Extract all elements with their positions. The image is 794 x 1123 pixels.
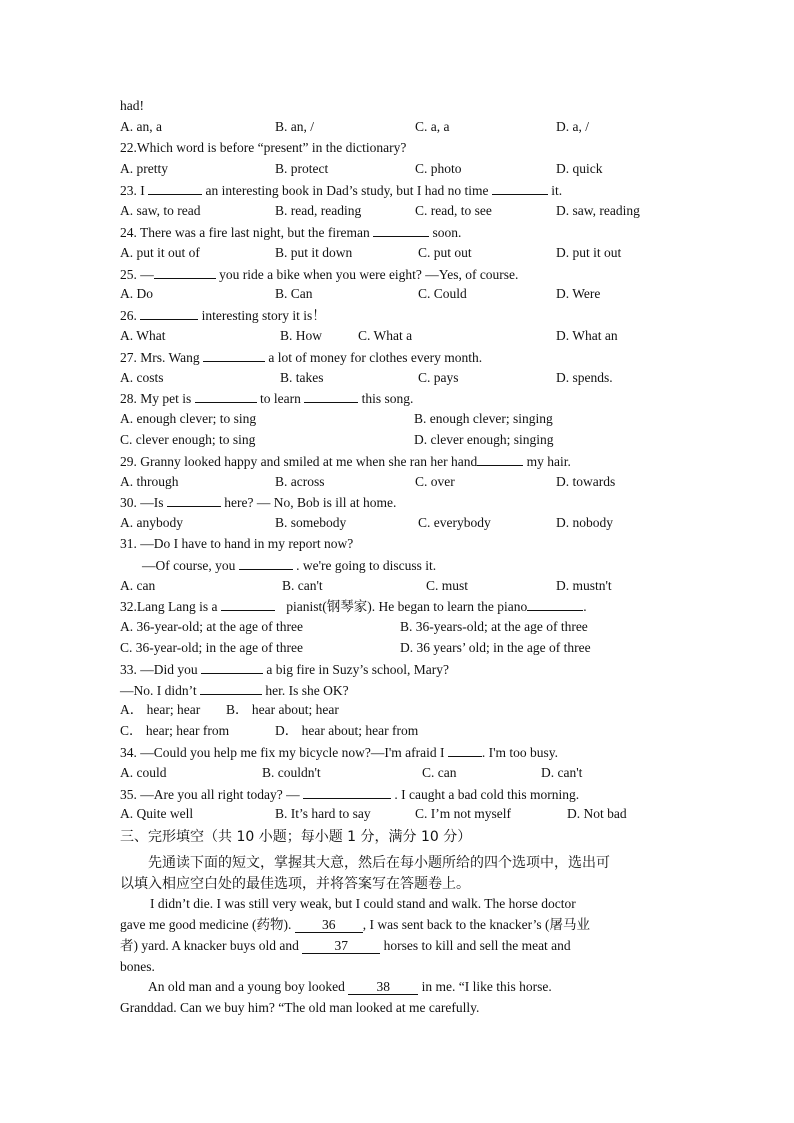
answer-blank (448, 743, 482, 757)
option-c: C． hear; hear from (120, 723, 230, 738)
option-d: D. quick (556, 161, 603, 176)
answer-blank (239, 556, 293, 570)
passage-line (148, 978, 552, 996)
question-text: it. (551, 183, 563, 198)
question-text: this song. (361, 391, 414, 406)
question-34 (120, 743, 558, 762)
cloze-blank-37: 37 (302, 939, 380, 954)
option-a: A. through (120, 474, 179, 489)
question-text: 34. —Could you help me fix my bicycle now?—I'm afraid I (120, 745, 445, 760)
question-text: my hair. (526, 454, 571, 469)
question-text: . I'm too busy. (481, 745, 559, 760)
option-d: D. 36 years’ old; in the age of three (400, 640, 591, 655)
question-22: 22.Which word is before “present” in the dictionary? (120, 140, 407, 155)
option-a: A. can (120, 578, 156, 593)
question-28 (120, 389, 413, 408)
passage-line: I didn’t die. I was still very weak, but I could stand and walk. The horse doctor (150, 896, 576, 911)
option-b: B. put it down (275, 245, 353, 260)
question-33-response (120, 681, 349, 700)
option-a: A. put it out of (120, 245, 200, 260)
option-c: C. everybody (418, 515, 491, 530)
question-text: pianist(钢琴家). He began to learn the piano (286, 599, 528, 614)
option-a: A. could (120, 765, 167, 780)
answer-blank (303, 785, 391, 799)
option-c: C. must (426, 578, 469, 593)
answer-blank (167, 493, 221, 507)
option-a: A. Quite well (120, 806, 194, 821)
option-b: B. across (275, 474, 325, 489)
option-a: A． hear; hear (120, 702, 201, 717)
answer-blank (148, 181, 202, 195)
section-heading: 三、完形填空（共 10 小题；每小题 1 分，满分 10 分） (120, 829, 472, 845)
option-b: B. an, / (275, 119, 314, 134)
question-26 (120, 306, 326, 325)
option-d: D. What an (556, 328, 618, 343)
option-d: D. put it out (556, 245, 622, 260)
option-d: D. Not bad (567, 806, 627, 821)
option-d: D. towards (556, 474, 616, 489)
question-24 (120, 223, 461, 242)
question-text: —No. I didn’t (120, 683, 197, 698)
answer-blank (304, 389, 358, 403)
question-32 (120, 597, 587, 616)
option-b: B. protect (275, 161, 329, 176)
option-b: B. 36-years-old; at the age of three (400, 619, 588, 634)
option-c: C. can (422, 765, 457, 780)
option-d: D. Were (556, 286, 601, 301)
answer-blank (140, 306, 198, 320)
answer-blank (154, 265, 216, 279)
option-a: A. Do (120, 286, 153, 301)
option-b: B. couldn't (262, 765, 321, 780)
passage-line (120, 937, 571, 955)
option-c: C. read, to see (415, 203, 492, 218)
option-d: D. clever enough; singing (414, 432, 554, 447)
instructions: 先通读下面的短文，掌握其大意，然后在每小题所给的四个选项中，选出可 (148, 855, 610, 871)
question-27 (120, 348, 482, 367)
option-a: A. 36-year-old; at the age of three (120, 619, 304, 634)
answer-blank (477, 452, 523, 466)
question-text: a big fire in Suzy’s school, Mary? (266, 662, 449, 677)
question-31: 31. —Do I have to hand in my report now? (120, 536, 354, 551)
question-text: 25. — (120, 267, 154, 282)
question-25 (120, 265, 518, 284)
option-c: C. 36-year-old; in the age of three (120, 640, 304, 655)
option-c: C. put out (418, 245, 472, 260)
passage-line: Granddad. Can we buy him? “The old man looked at me carefully. (120, 1000, 480, 1015)
option-b: B. can't (282, 578, 323, 593)
answer-blank (195, 389, 257, 403)
question-text: 30. —Is (120, 495, 164, 510)
option-c: C. photo (415, 161, 462, 176)
option-a: A. saw, to read (120, 203, 201, 218)
question-text: her. Is she OK? (265, 683, 349, 698)
option-c: C. a, a (415, 119, 450, 134)
answer-blank (201, 660, 263, 674)
option-b: B. enough clever; singing (414, 411, 553, 426)
answer-blank (200, 681, 262, 695)
option-a: A. anybody (120, 515, 183, 530)
option-c: C. Could (418, 286, 467, 301)
question-text: . we're going to discuss it. (296, 558, 437, 573)
option-d: D． hear about; hear from (275, 723, 419, 738)
question-35 (120, 785, 579, 804)
question-text: 29. Granny looked happy and smiled at me when she ran her hand (120, 454, 478, 469)
option-c: C. What a (358, 328, 413, 343)
question-text: here? — No, Bob is ill at home. (224, 495, 397, 510)
question-text: 33. —Did you (120, 662, 198, 677)
option-c: C. clever enough; to sing (120, 432, 256, 447)
option-b: B. It’s hard to say (275, 806, 371, 821)
option-c: C. I’m not myself (415, 806, 511, 821)
question-text: 23. I (120, 183, 145, 198)
cloze-blank-38: 38 (348, 980, 418, 995)
option-b: B． hear about; hear (226, 702, 339, 717)
question-text: soon. (432, 225, 462, 240)
answer-blank (527, 597, 583, 611)
option-b: B. Can (275, 286, 313, 301)
question-text: —Of course, you (142, 558, 236, 573)
option-a: A. pretty (120, 161, 168, 176)
question-text: an interesting book in Dad’s study, but I had no time (205, 183, 489, 198)
option-d: D. mustn't (556, 578, 612, 593)
question-text: interesting story it is！ (201, 308, 326, 323)
option-d: D. spends. (556, 370, 613, 385)
passage-text: in me. “I like this horse. (421, 979, 552, 994)
answer-blank (221, 597, 275, 611)
option-b: B. somebody (275, 515, 347, 530)
question-29 (120, 452, 571, 471)
question-23 (120, 181, 562, 200)
question-30 (120, 493, 396, 512)
question-text: 32.Lang Lang is a (120, 599, 218, 614)
passage-text: 者) yard. A knacker buys old and (120, 938, 299, 953)
question-text: a lot of money for clothes every month. (268, 350, 483, 365)
text-line: had! (120, 98, 144, 113)
question-text: 28. My pet is (120, 391, 192, 406)
question-text: 35. —Are you all right today? — (120, 787, 300, 802)
passage-line: bones. (120, 959, 155, 974)
option-d: D. a, / (556, 119, 589, 134)
passage-text: An old man and a young boy looked (148, 979, 345, 994)
option-d: D. saw, reading (556, 203, 640, 218)
passage-line (120, 916, 590, 934)
option-b: B. read, reading (275, 203, 362, 218)
option-a: A. an, a (120, 119, 162, 134)
option-a: A. What (120, 328, 166, 343)
option-d: D. nobody (556, 515, 613, 530)
option-a: A. costs (120, 370, 164, 385)
passage-text: gave me good medicine (药物). (120, 917, 292, 932)
cloze-blank-36: 36 (295, 918, 363, 933)
option-c: C. over (415, 474, 455, 489)
option-d: D. can't (541, 765, 583, 780)
question-text: . I caught a bad cold this morning. (394, 787, 580, 802)
question-31-response (142, 556, 436, 575)
question-text: to learn (260, 391, 301, 406)
answer-blank (373, 223, 429, 237)
question-text: 26. (120, 308, 137, 323)
answer-blank (203, 348, 265, 362)
question-33 (120, 660, 449, 679)
option-b: B. How (280, 328, 323, 343)
option-c: C. pays (418, 370, 459, 385)
question-text: 24. There was a fire last night, but the fireman (120, 225, 370, 240)
passage-text: horses to kill and sell the meat and (383, 938, 571, 953)
question-text: you ride a bike when you were eight? —Yes, of course. (219, 267, 519, 282)
question-text: . (583, 599, 587, 614)
instructions: 以填入相应空白处的最佳选项，并将答案写在答题卷上。 (120, 876, 470, 892)
option-b: B. takes (280, 370, 324, 385)
passage-text: , I was sent back to the knacker’s (屠马业 (362, 917, 591, 932)
answer-blank (492, 181, 548, 195)
option-a: A. enough clever; to sing (120, 411, 257, 426)
question-text: 27. Mrs. Wang (120, 350, 200, 365)
